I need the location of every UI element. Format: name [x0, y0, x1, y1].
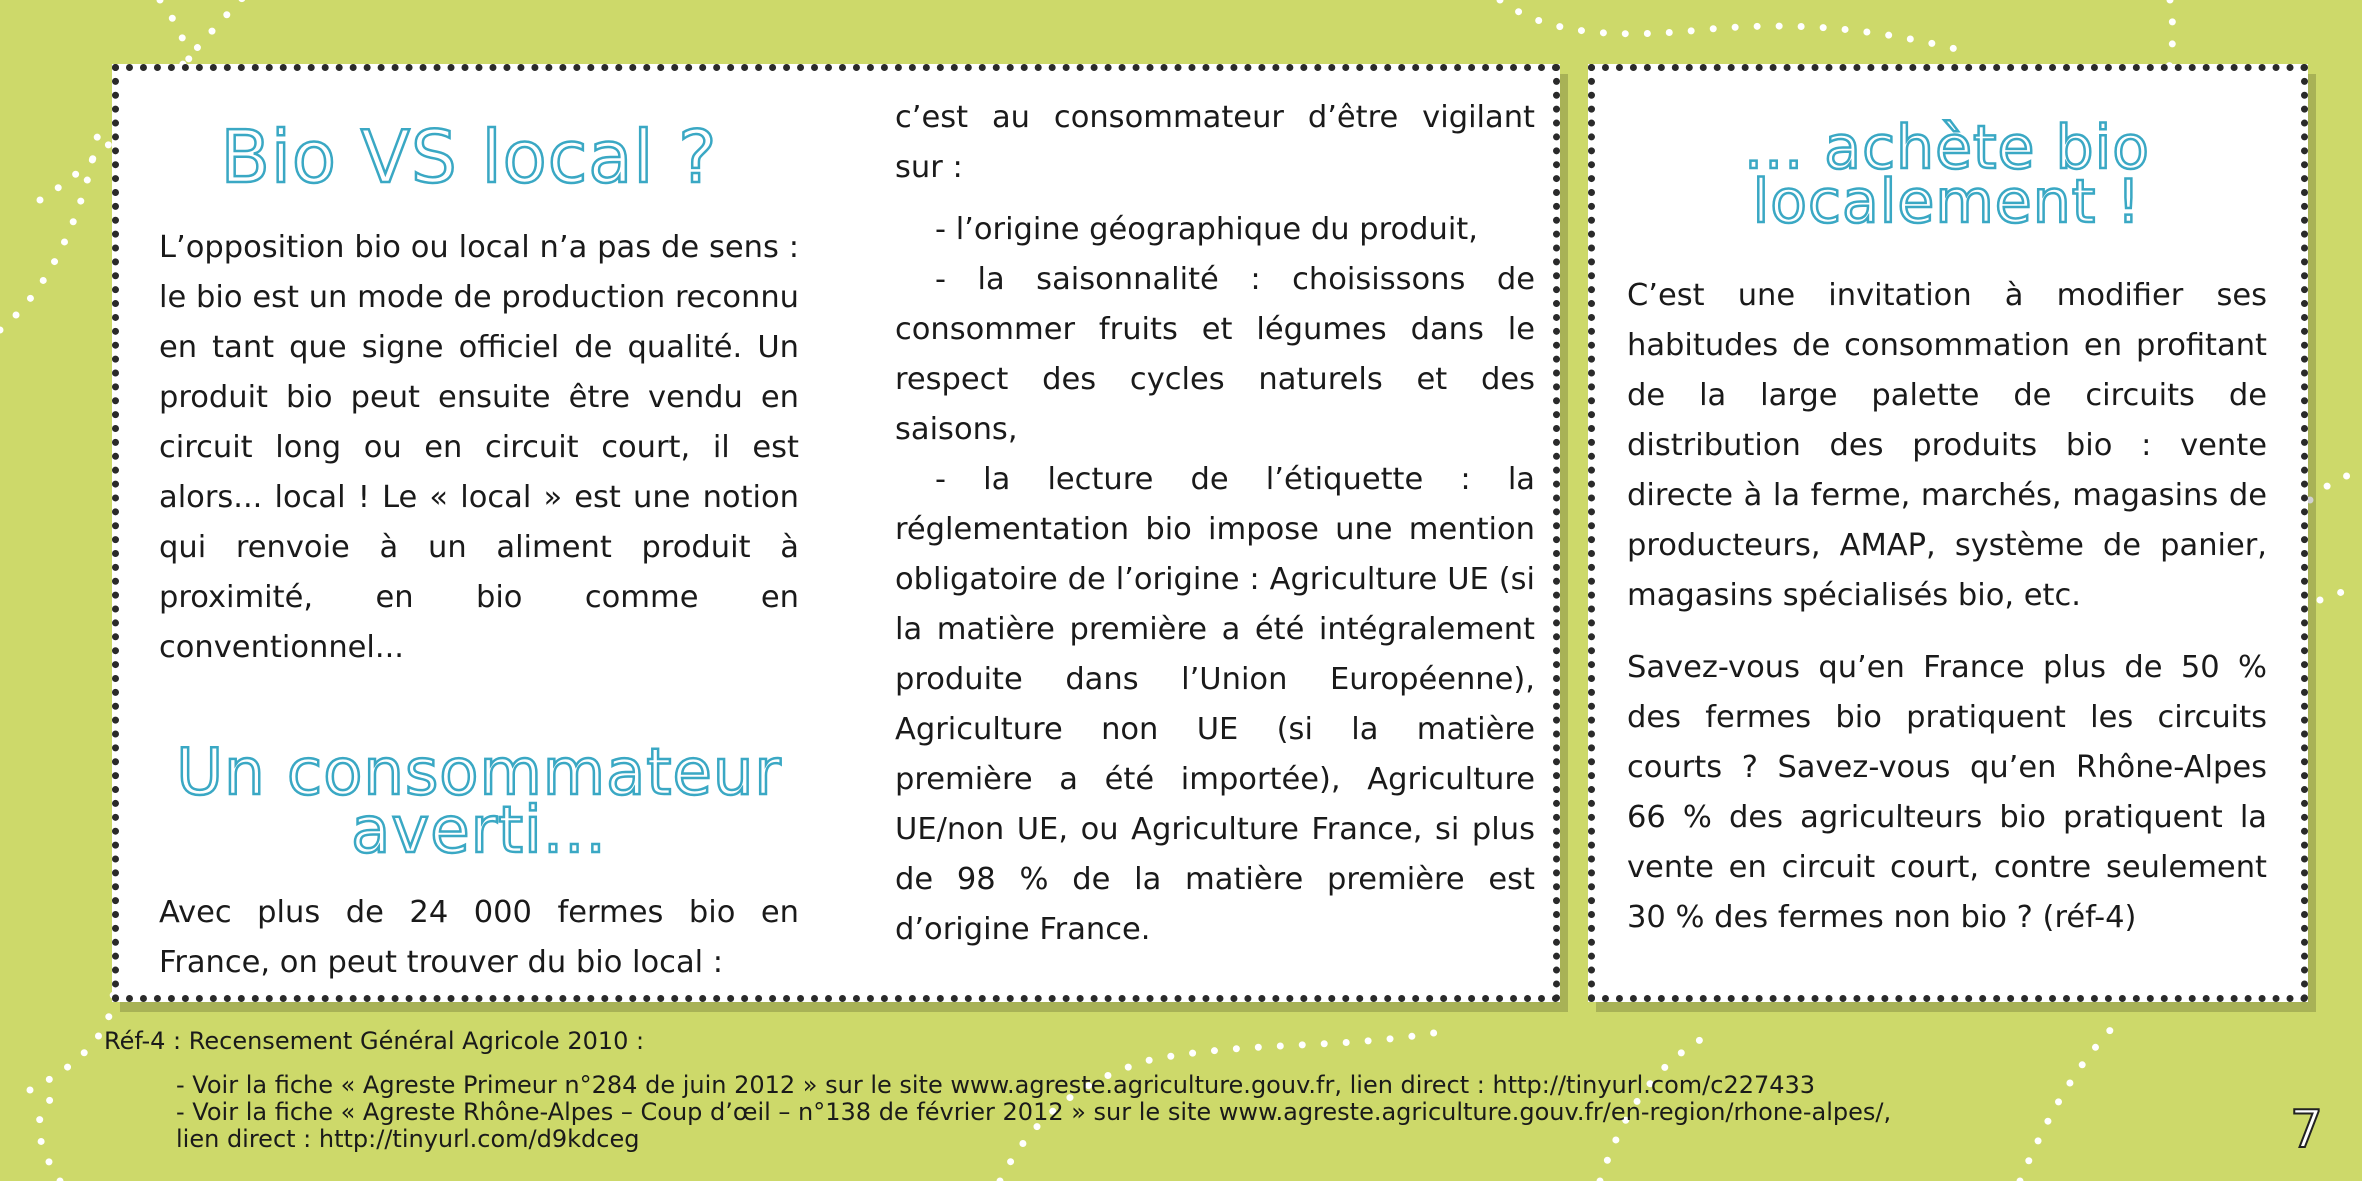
right-column	[1627, 111, 2267, 943]
right-panel	[1588, 64, 2308, 1002]
middle-column	[895, 93, 1535, 955]
list-item-etiquette: - la lecture de l’étiquette : la réglementation bio impose une mention obligatoire de l’origine : Agriculture UE (si la matière première a été intégralement produite dans l’Union Européenne), Agriculture non UE (si la matière première a été importée), Agriculture UE/non UE, ou Agriculture France, si plus de 98 % de la matière première est d’origine France.	[895, 462, 1535, 947]
title-consommateur-averti	[159, 736, 799, 868]
paragraph-statistiques: Savez-vous qu’en France plus de 50 % des fermes bio pratiquent les circuits courts ? Savez-vous qu’en Rhône-Alpes 66 % des agriculteurs bio pratiquent la vente en circuit court, contre seulement 30 % des fermes non bio ? (réf-4)	[1627, 650, 2267, 935]
paragraph-bio-vs-local: L’opposition bio ou local n’a pas de sens : le bio est un mode de production reconnu en tant que signe officiel de qualité. Un produit bio peut ensuite être vendu en circuit long ou en circuit court, il est alors... local ! Le « local » est une notion qui renvoie à un aliment produit à proximité, en bio comme en conventionnel...	[159, 230, 799, 665]
footnote-heading: Réf-4 : Recensement Général Agricole 2010 :	[104, 1027, 645, 1055]
list-item-saisonnalite: - la saisonnalité : choisissons de consommer fruits et légumes dans le respect des cycles naturels et des saisons,	[895, 262, 1535, 447]
paragraph-invitation: C’est une invitation à modifier ses habitudes de consommation en profitant de la large palette de circuits de distribution des produits bio : vente directe à la ferme, marchés, magasins de producteurs, AMAP, système de panier, magasins spécialisés bio, etc.	[1627, 278, 2267, 613]
title-bio-vs-local: Bio VS local ?	[220, 115, 718, 199]
title-achete-bio-localement	[1627, 113, 2267, 237]
footnote	[104, 1028, 1891, 1153]
title-achete-line2: localement !	[1752, 167, 2142, 237]
list-item-origine: - l’origine géographique du produit,	[935, 212, 1478, 247]
paragraph-consommateur: Avec plus de 24 000 fermes bio en France, on peut trouver du bio local :	[159, 895, 799, 981]
paragraph-vigilant-intro: c’est au consommateur d’être vigilant sur :	[895, 100, 1535, 185]
left-panel	[112, 64, 1560, 1002]
left-column	[159, 111, 799, 988]
title-consommateur-line1: Un consommateur	[176, 736, 782, 810]
page-number: 7	[2290, 1100, 2324, 1160]
title-consommateur-line2: averti...	[351, 793, 607, 868]
footnote-link-agreste-primeur: - Voir la fiche « Agreste Primeur n°284 de juin 2012 » sur le site www.agreste.agriculture.gouv.fr, lien direct : http://tinyurl.com/c227433	[176, 1071, 1816, 1099]
title-achete-line1: ... achète bio	[1744, 113, 2150, 183]
footnote-link-agreste-rhone-alpes: - Voir la fiche « Agreste Rhône-Alpes – Coup d’œil – n°138 de février 2012 » sur le site www.agreste.agriculture.gouv.fr/en-region/rhone-alpes/,	[176, 1098, 1892, 1126]
footnote-link-tinyurl: lien direct : http://tinyurl.com/d9kdceg	[176, 1125, 640, 1153]
